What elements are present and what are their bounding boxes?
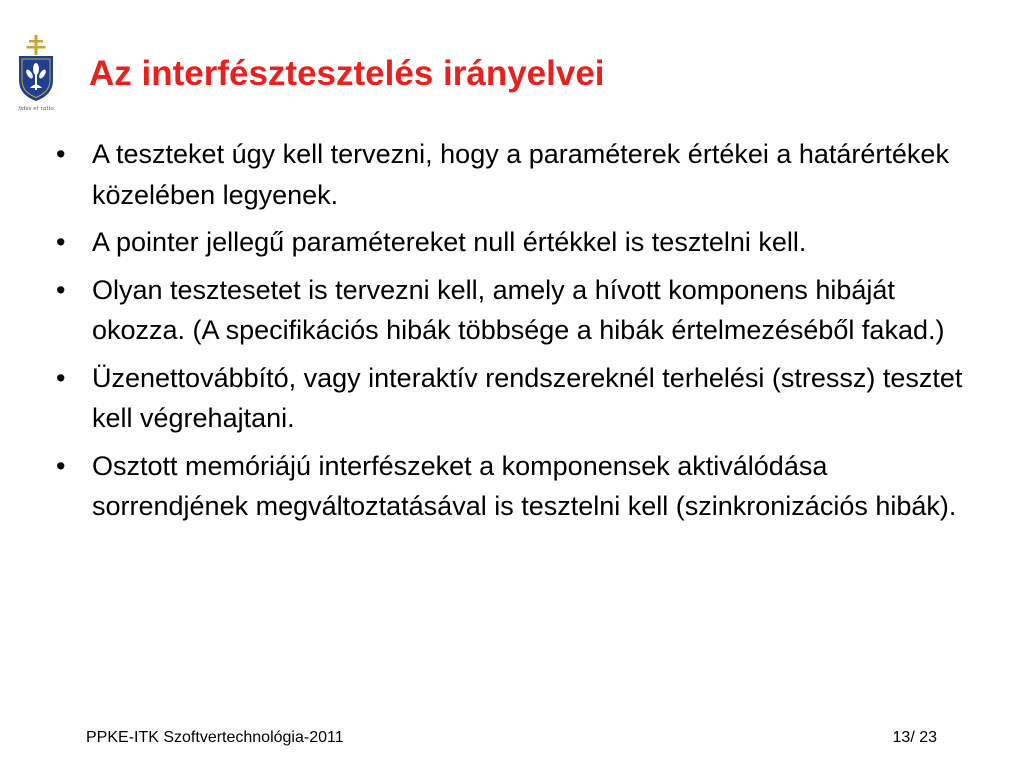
university-crest-icon <box>14 34 58 112</box>
bullet-text: Üzenettovábbító, vagy interaktív rendszereknél terhelési (stressz) tesztet kell végrehajtani. <box>92 362 963 433</box>
bullet-marker: • <box>56 450 66 481</box>
slide-title: Az interfésztesztelés irányelvei <box>89 54 605 93</box>
bullet-marker: • <box>56 362 66 393</box>
bullet-item <box>56 358 972 439</box>
bullet-list <box>56 134 972 534</box>
bullet-text: A pointer jellegű paramétereket null értékkel is tesztelni kell. <box>92 227 807 257</box>
bullet-text: Olyan tesztesetet is tervezni kell, amely a hívott komponens hibáját okozza. (A specifikációs hibák többsége a hibák értelmezéséből fakad.) <box>92 274 945 345</box>
bullet-marker: • <box>56 139 66 169</box>
footer-course: PPKE-ITK Szoftvertechnológia-2011 <box>86 729 344 746</box>
bullet-item <box>56 446 972 527</box>
bullet-item <box>56 270 972 351</box>
footer-page-number: 13/ 23 <box>892 729 937 746</box>
bullet-marker: • <box>56 274 66 305</box>
svg-text:fides et ratio: fides et ratio <box>18 106 54 112</box>
bullet-item <box>56 222 972 263</box>
bullet-item <box>56 134 972 215</box>
bullet-text: A teszteket úgy kell tervezni, hogy a paraméterek értékei a határértékek közelében legyenek. <box>92 139 949 210</box>
bullet-text: Osztott memóriájú interfészeket a komponensek aktiválódása sorrendjének megváltoztatásával is tesztelni kell (szinkronizációs hibák). <box>92 450 957 521</box>
bullet-marker: • <box>56 227 66 257</box>
